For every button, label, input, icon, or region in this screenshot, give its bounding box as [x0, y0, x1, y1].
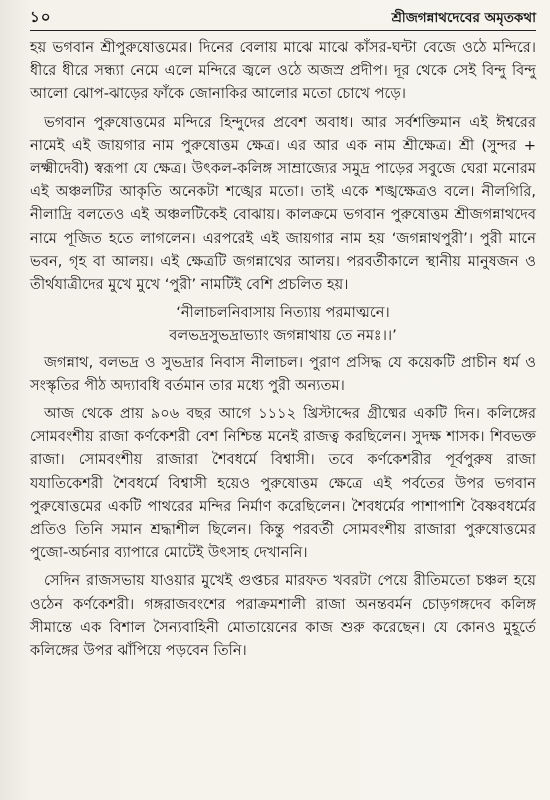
verse-line-1: ‘নীলাচলনিবাসায় নিত্যায় পরমাত্মনে।: [176, 304, 390, 322]
paragraph-4: আজ থেকে প্রায় ৯০৬ বছর আগে ১১১২ খ্রিস্টাব্দের গ্রীষ্মের একটি দিন। কলিঙ্গের সোমবংশীয় রাজা কর্ণকেশরী বেশ নিশ্চিন্ত মনেই রাজত্ব করছিলেন। সুদক্ষ শাসক। শিবভক্ত রাজা। সোমবংশীয় রাজারা শৈবধর্মে বিশ্বাসী। তবে কর্ণকেশরীর পূর্বপুরুষ রাজা যযাতিকেশরী শৈবধর্মে বিশ্বাসী হয়েও পুরুষোত্তম ক্ষেত্রে এই পর্বতের উপর ভগবান পুরুষোত্তমের একটি পাথরের মন্দির নির্মাণ করেছিলেন। শৈবধর্মের পাশাপাশি বৈষ্ণবধর্মের প্রতিও তিনি সমান শ্রদ্ধাশীল ছিলেন। কিন্তু পরবর্তী সোমবংশীয় রাজারা পুরুষোত্তমের পুজো-অর্চনার ব্যাপারে মোটেই উৎসাহ দেখাননি।: [30, 405, 536, 562]
page-number: ১০: [30, 8, 52, 26]
paragraph-2: ভগবান পুরুষোত্তমের মন্দিরে হিন্দুদের প্রবেশ অবাধ। আর সর্বশক্তিমান এই ঈশ্বরের নামেই এই জায়গার নাম পুরুষোত্তম ক্ষেত্র। এর আর এক নাম শ্রীক্ষেত্র। শ্রী (সুন্দর + লক্ষ্মীদেবী) স্বরূপা যে ক্ষেত্র। উৎকল-কলিঙ্গ সাম্রাজ্যের সমুদ্র পাড়ের সবুজে ঘেরা মনোরম এই অঞ্চলটির আকৃতি অনেকটা শঙ্খের মতো। তাই একে শঙ্খক্ষেত্রও বলে। নীলগিরি, নীলাদ্রি বলতেও এই অঞ্চলটিকেই বোঝায়। কালক্রমে ভগবান পুরুষোত্তম শ্রীজগন্নাথদেব নামে পূজিত হতে লাগলেন। এরপরেই এই জায়গার নাম হয় ‘জগন্নাথপুরী’। পুরী মানে ভবন, গৃহ বা আলয়। এই ক্ষেত্রটি জগন্নাথের আলয়। পরবর্তীকালে স্থানীয় মানুষজন ও তীর্থযাত্রীদের মুখে মুখে ‘পুরী’ নামটিই বেশি প্রচলিত হয়।: [30, 113, 536, 294]
sanskrit-verse: [30, 301, 536, 347]
running-title: শ্রীজগন্নাথদেবের অমৃতকথা: [391, 10, 536, 26]
paragraph-3: জগন্নাথ, বলভদ্র ও সুভদ্রার নিবাস নীলাচল। পুরাণ প্রসিদ্ধ যে কয়েকটি প্রাচীন ধর্ম ও সংস্কৃতির পীঠ অদ্যাবধি বর্তমান তার মধ্যে পুরী অন্যতম।: [30, 353, 536, 394]
page-header: [30, 6, 536, 28]
header-divider: [30, 30, 536, 31]
verse-line-2: বলভদ্রসুভদ্রাভ্যাং জগন্নাথায় তে নমঃ।।’: [169, 327, 397, 345]
page-body: [30, 36, 536, 667]
paragraph-5: সেদিন রাজসভায় যাওয়ার মুখেই গুপ্তচর মারফত খবরটা পেয়ে রীতিমতো চঞ্চল হয়ে ওঠেন কর্ণকেশরী। গঙ্গরাজবংশের পরাক্রমশালী রাজা অনন্তবর্মন চোড়গঙ্গদেব কলিঙ্গ সীমান্তে এক বিশাল সৈন্যবাহিনী মোতায়েনের কাজ শুরু করেছেন। যে কোনও মুহূর্তে কলিঙ্গের উপর ঝাঁপিয়ে পড়বেন তিনি।: [30, 572, 536, 660]
paragraph-1: হয় ভগবান শ্রীপুরুষোত্তমের। দিনের বেলায় মাঝে মাঝে কাঁসর-ঘন্টা বেজে ওঠে মন্দিরে। ধীরে ধীরে সন্ধ্যা নেমে এলে মন্দিরে জ্বলে ওঠে অজস্র প্রদীপ। দূর থেকে সেই বিন্দু বিন্দু আলো ঝোপ-ঝাড়ের ফাঁকে জোনাকির আলোর মতো চোখে পড়ে।: [30, 39, 536, 103]
